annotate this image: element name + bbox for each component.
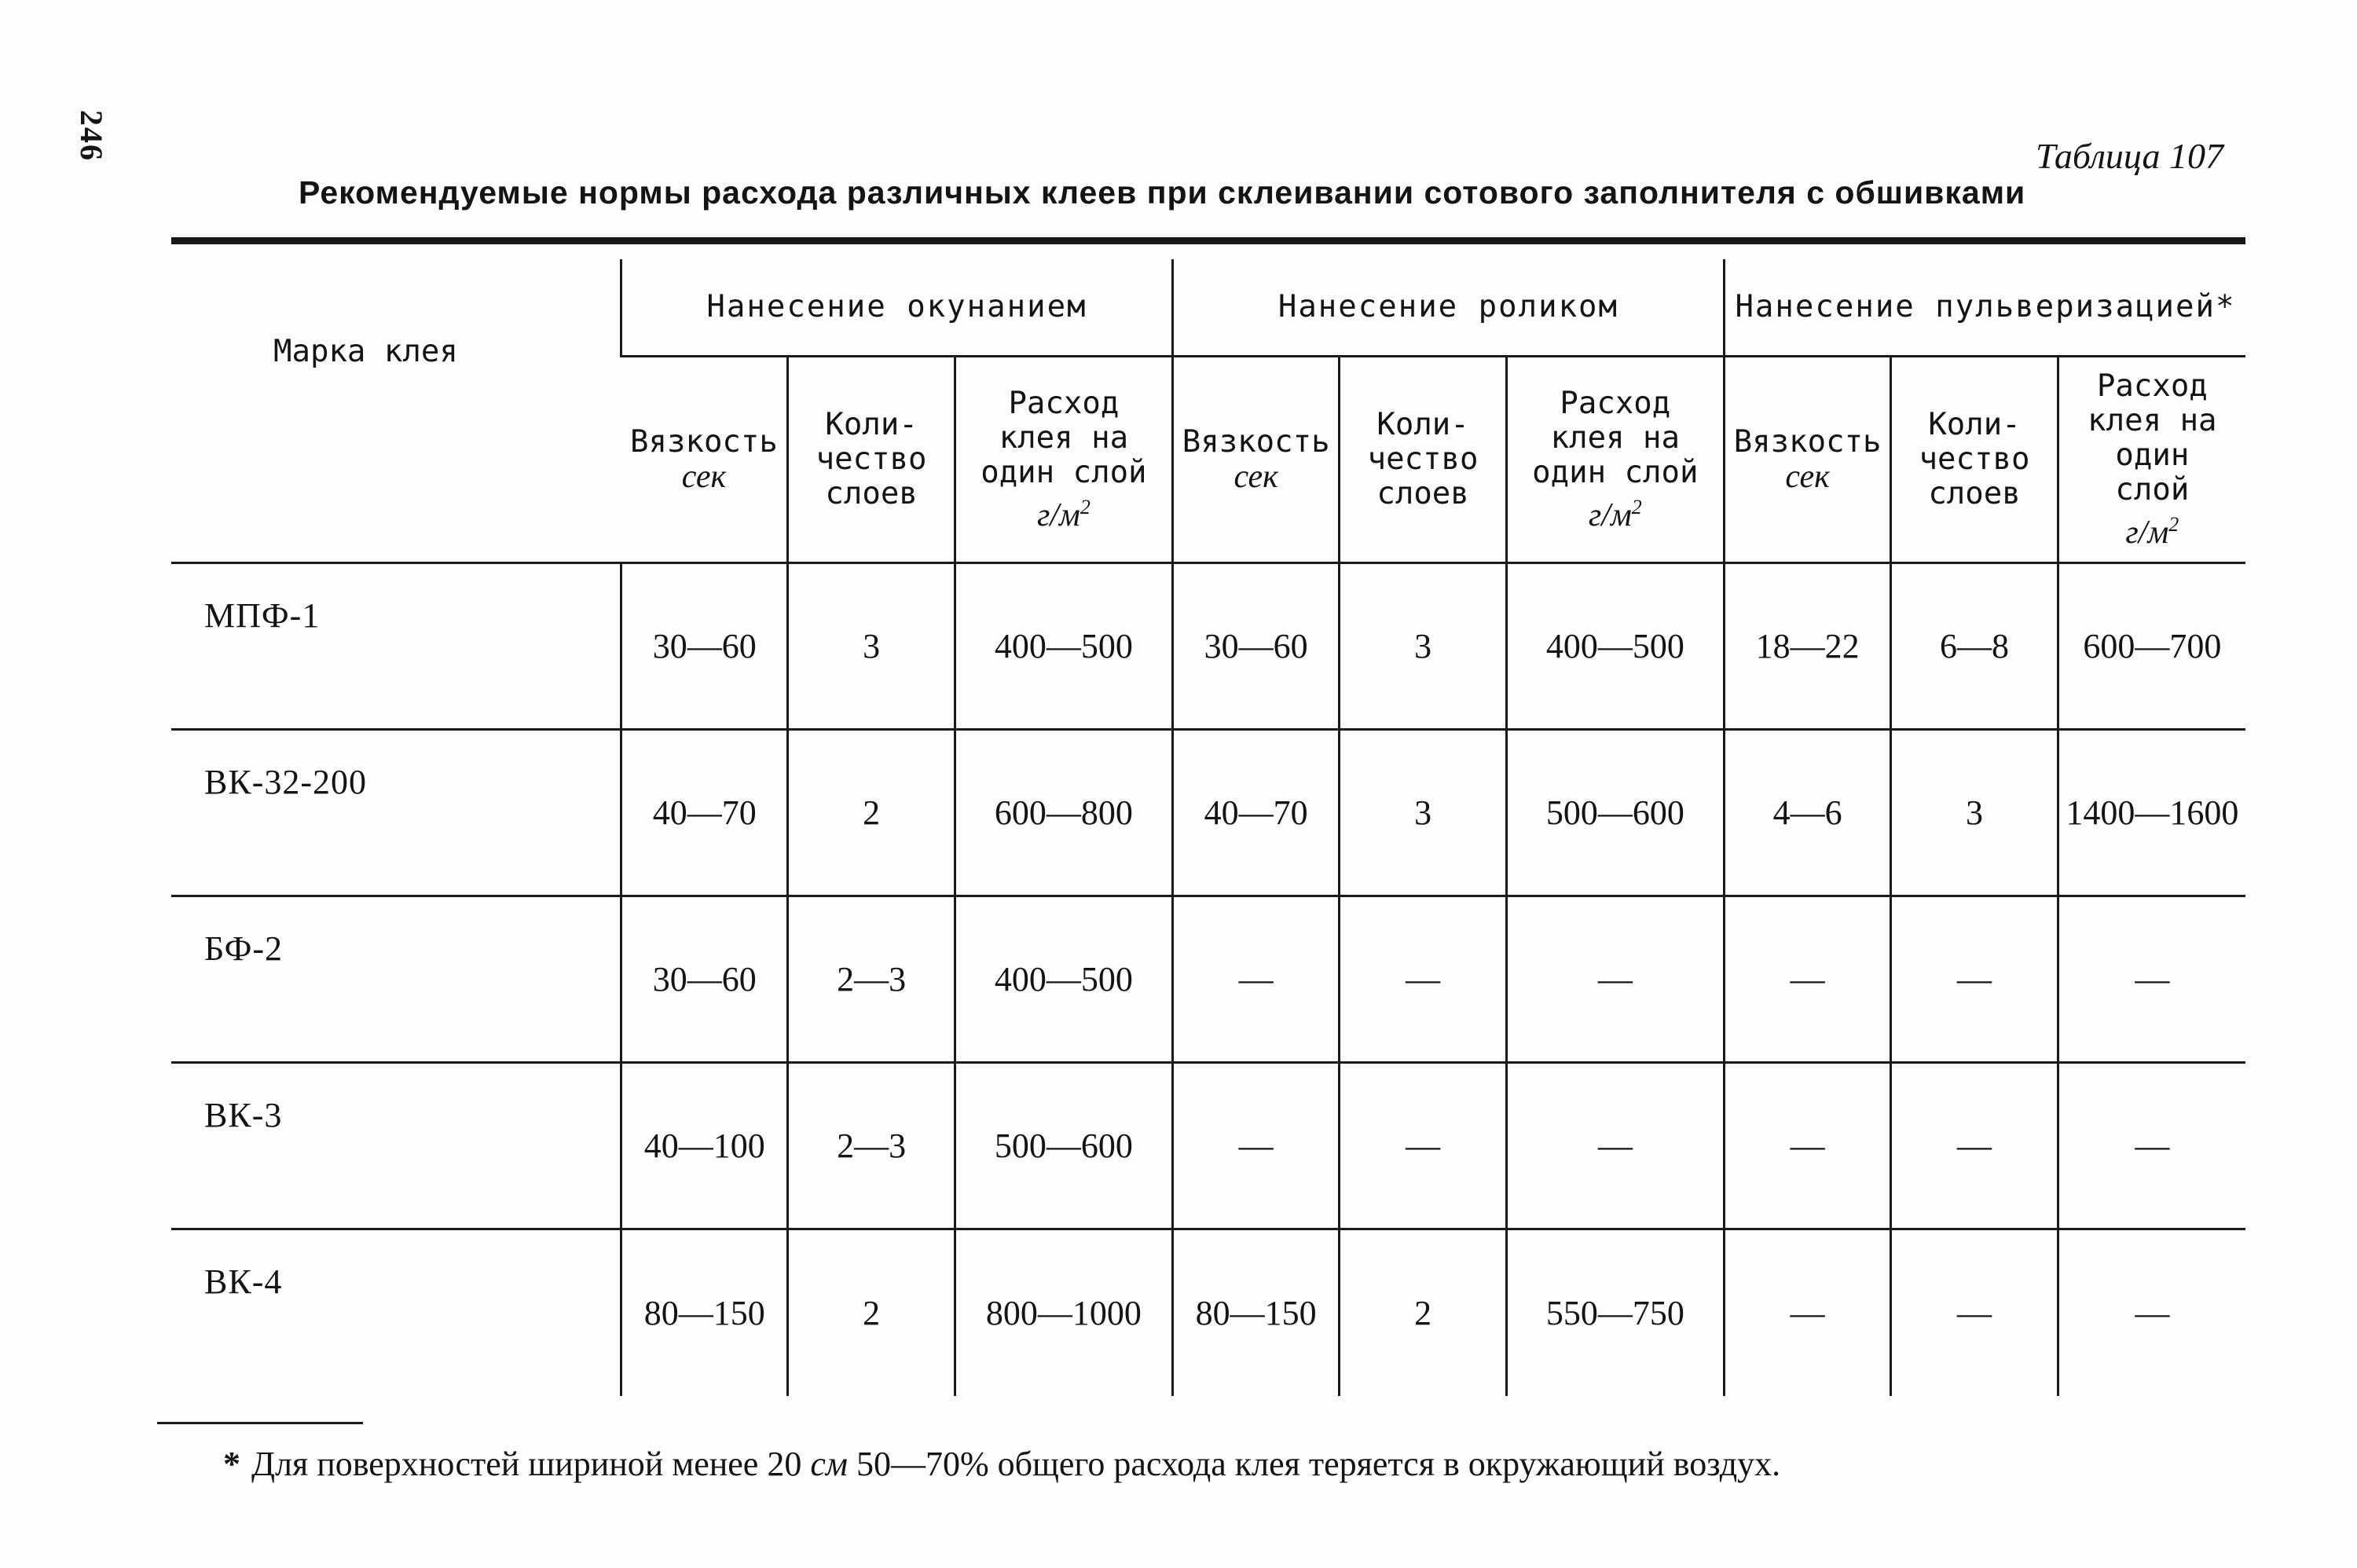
dip-layers-cell: 2	[788, 1229, 955, 1396]
header-layers-line: слоев	[825, 476, 918, 511]
table-container	[171, 259, 2245, 1396]
header-viscosity	[1724, 357, 1890, 563]
spray-consumption-cell: 1400—1600	[2058, 730, 2245, 896]
brand-cell: ВК-3	[171, 1063, 621, 1229]
dip-viscosity-cell: 40—100	[621, 1063, 788, 1229]
footnote-unit: см	[810, 1445, 848, 1483]
roll-layers-cell: 2	[1340, 1229, 1506, 1396]
header-layers	[1891, 357, 2058, 563]
dip-viscosity-cell: 80—150	[621, 1229, 788, 1396]
footnote-text-before: Для поверхностей шириной менее 20	[251, 1445, 802, 1483]
header-consumption-line: один слой	[1532, 455, 1699, 490]
header-viscosity-label: Вязкость	[630, 424, 778, 460]
roll-consumption-cell: 500—600	[1506, 730, 1724, 896]
roll-consumption-cell: —	[1506, 1063, 1724, 1229]
spray-viscosity-cell: 18—22	[1724, 563, 1890, 730]
header-viscosity	[621, 357, 788, 563]
dip-layers-cell: 2—3	[788, 896, 955, 1063]
header-viscosity	[1172, 357, 1339, 563]
dip-viscosity-cell: 40—70	[621, 730, 788, 896]
roll-consumption-cell: 400—500	[1506, 563, 1724, 730]
header-layers	[1340, 357, 1506, 563]
brand-cell: МПФ-1	[171, 563, 621, 730]
footnote-text-after: 50—70% общего расхода клея теряется в окружающий воздух.	[856, 1445, 1781, 1483]
spray-consumption-cell: —	[2058, 1063, 2245, 1229]
footnote-rule	[157, 1422, 363, 1424]
header-consumption-line: один	[2115, 438, 2190, 473]
header-consumption	[2058, 357, 2245, 563]
header-viscosity-label: Вязкость	[1733, 424, 1882, 460]
header-consumption-line: Расход	[2096, 368, 2208, 404]
dip-consumption-cell: 600—800	[955, 730, 1172, 896]
header-layers-line: Коли-	[1376, 407, 1469, 442]
header-viscosity-unit: сек	[1233, 459, 1278, 495]
spray-layers-cell: 3	[1891, 730, 2058, 896]
roll-viscosity-cell: 80—150	[1172, 1229, 1339, 1396]
roll-viscosity-cell: 30—60	[1172, 563, 1339, 730]
header-layers-line: Коли-	[825, 407, 918, 442]
header-consumption	[1506, 357, 1724, 563]
header-layers-line: слоев	[1928, 476, 2021, 511]
header-viscosity-unit: сек	[1785, 459, 1830, 495]
roll-consumption-cell: —	[1506, 896, 1724, 1063]
roll-layers-cell: 3	[1340, 730, 1506, 896]
roll-viscosity-cell: 40—70	[1172, 730, 1339, 896]
header-layers-line: чество	[1367, 441, 1479, 477]
header-viscosity-label: Вязкость	[1182, 424, 1330, 460]
table-row	[171, 730, 2245, 896]
group-header-spray: Нанесение пульверизацией*	[1724, 259, 2245, 357]
glue-consumption-table	[171, 259, 2245, 1396]
dip-layers-cell: 3	[788, 563, 955, 730]
spray-viscosity-cell: —	[1724, 1229, 1890, 1396]
roll-layers-cell: 3	[1340, 563, 1506, 730]
header-layers-line: слоев	[1376, 476, 1469, 511]
spray-consumption-cell: —	[2058, 896, 2245, 1063]
table-row	[171, 563, 2245, 730]
spray-consumption-cell: —	[2058, 1229, 2245, 1396]
header-layers	[788, 357, 955, 563]
dip-consumption-cell: 400—500	[955, 896, 1172, 1063]
roll-consumption-cell: 550—750	[1506, 1229, 1724, 1396]
table-row	[171, 1063, 2245, 1229]
footnote-star: *	[223, 1445, 240, 1483]
dip-viscosity-cell: 30—60	[621, 896, 788, 1063]
header-consumption-line: Расход	[1008, 386, 1120, 421]
brand-cell: ВК-4	[171, 1229, 621, 1396]
header-layers-line: Коли-	[1928, 407, 2021, 442]
header-layers-line: чество	[816, 441, 927, 477]
spray-viscosity-cell: —	[1724, 896, 1890, 1063]
header-consumption-unit: $г/м^2$	[2125, 513, 2179, 551]
header-consumption-unit: $г/м^2$	[1036, 496, 1091, 533]
top-rule	[171, 237, 2245, 244]
spray-viscosity-cell: 4—6	[1724, 730, 1890, 896]
roll-viscosity-cell: —	[1172, 1063, 1339, 1229]
dip-consumption-cell: 800—1000	[955, 1229, 1172, 1396]
header-consumption-line: клея на	[999, 420, 1129, 456]
dip-viscosity-cell: 30—60	[621, 563, 788, 730]
dip-consumption-cell: 500—600	[955, 1063, 1172, 1229]
spray-viscosity-cell: —	[1724, 1063, 1890, 1229]
footnote	[223, 1444, 1780, 1484]
table-title: Рекомендуемые нормы расхода различных клеев при склеивании сотового заполнителя с обшивками	[299, 174, 2026, 211]
header-consumption	[955, 357, 1172, 563]
roll-layers-cell: —	[1340, 1063, 1506, 1229]
header-consumption-line: Расход	[1560, 386, 1671, 421]
header-consumption-unit: $г/м^2$	[1588, 496, 1642, 533]
header-consumption-line: клея на	[1550, 420, 1681, 456]
group-header-roll: Нанесение роликом	[1172, 259, 1724, 357]
brand-cell: БФ-2	[171, 896, 621, 1063]
roll-layers-cell: —	[1340, 896, 1506, 1063]
dip-layers-cell: 2—3	[788, 1063, 955, 1229]
spray-layers-cell: 6—8	[1891, 563, 2058, 730]
spray-consumption-cell: 600—700	[2058, 563, 2245, 730]
header-consumption-line: клея на	[2088, 403, 2217, 438]
dip-layers-cell: 2	[788, 730, 955, 896]
spray-layers-cell: —	[1891, 896, 2058, 1063]
table-label: Таблица 107	[2035, 136, 2223, 176]
brand-cell: ВК-32-200	[171, 730, 621, 896]
roll-viscosity-cell: —	[1172, 896, 1339, 1063]
group-header-dip: Нанесение окунанием	[621, 259, 1173, 357]
header-layers-line: чество	[1919, 441, 2030, 477]
spray-layers-cell: —	[1891, 1063, 2058, 1229]
header-consumption-line: слой	[2115, 472, 2190, 507]
header-viscosity-unit: сек	[681, 459, 727, 495]
dip-consumption-cell: 400—500	[955, 563, 1172, 730]
page-number: 246	[74, 110, 109, 162]
header-consumption-line: один слой	[981, 455, 1147, 490]
table-row	[171, 1229, 2245, 1396]
table-row	[171, 896, 2245, 1063]
brand-column-header: Марка клея	[273, 333, 458, 369]
spray-layers-cell: —	[1891, 1229, 2058, 1396]
